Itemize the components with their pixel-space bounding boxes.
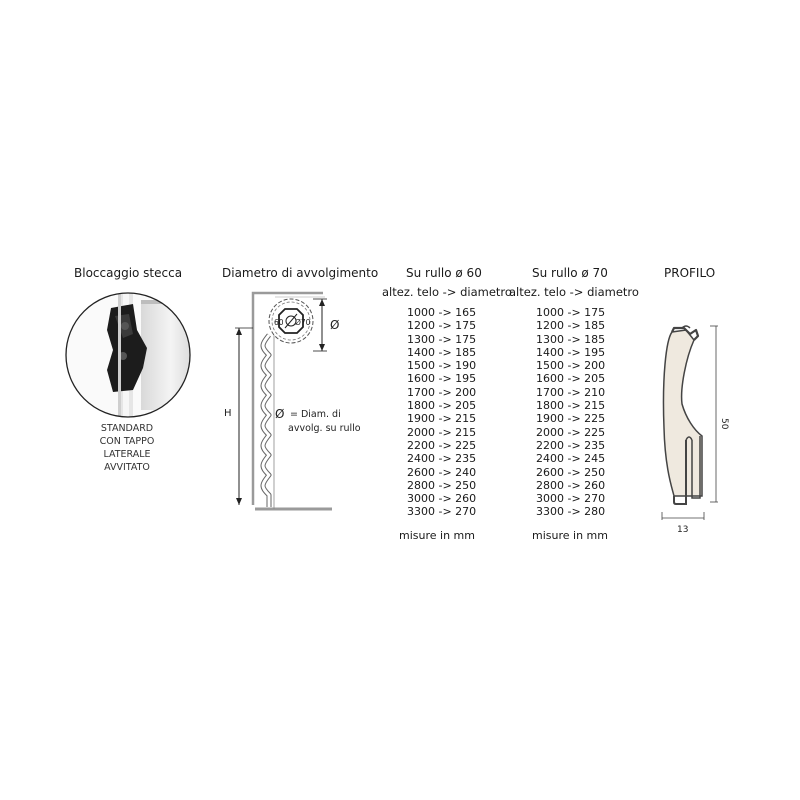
diameter-legend-symbol: Ø: [275, 407, 285, 421]
rullo60-subtitle: altez. telo -> diametro: [382, 285, 512, 299]
table-row: 1400 -> 185: [407, 345, 477, 359]
table-row: 2800 -> 260: [536, 478, 606, 492]
bloccaggio-title: Bloccaggio stecca: [74, 266, 183, 280]
table-row: 1300 -> 185: [536, 332, 606, 346]
table-row: 1200 -> 175: [407, 319, 477, 333]
table-row: 1500 -> 200: [536, 359, 606, 373]
table-row: 1700 -> 200: [407, 385, 477, 399]
table-row: 1400 -> 195: [536, 345, 606, 359]
table-row: 2000 -> 225: [536, 425, 606, 439]
table-row: 2600 -> 250: [536, 465, 606, 479]
table-row: 1500 -> 190: [407, 359, 477, 373]
caption-line: LATERALE: [103, 449, 151, 460]
table-row: 3300 -> 280: [536, 505, 606, 519]
table-row: 1600 -> 205: [536, 372, 606, 386]
table-row: 1300 -> 175: [407, 332, 477, 346]
diameter-symbol: Ø: [330, 318, 340, 332]
table-row: 1900 -> 215: [407, 412, 477, 426]
table-row: 1900 -> 225: [536, 412, 606, 426]
profile-shape: [663, 330, 702, 496]
rullo70-unit-note: misure in mm: [532, 529, 608, 542]
table-row: 2200 -> 225: [407, 438, 477, 452]
table-row: 2000 -> 215: [407, 425, 477, 439]
rullo60-table: [407, 306, 476, 519]
height-label: H: [224, 408, 232, 419]
profile-width-dim: 13: [677, 525, 689, 535]
table-row: 2600 -> 240: [407, 465, 477, 479]
table-row: 2800 -> 250: [407, 478, 477, 492]
table-row: 1700 -> 210: [536, 385, 606, 399]
shaft-label: 60: [274, 318, 284, 327]
caption-line: CON TAPPO: [99, 436, 155, 447]
diameter-legend-line1: = Diam. di: [290, 409, 341, 420]
table-row: 2200 -> 235: [536, 438, 606, 452]
rullo70-title: Su rullo ø 70: [532, 266, 608, 280]
bloccaggio-caption: [88, 422, 166, 474]
rullo70-table: [536, 306, 605, 519]
diameter-legend-line2: avvolg. su rullo: [288, 423, 361, 434]
table-row: 1800 -> 205: [407, 399, 477, 413]
table-row: 1000 -> 165: [407, 306, 477, 319]
rullo60-title: Su rullo ø 60: [406, 266, 482, 280]
profilo-title: PROFILO: [664, 266, 716, 280]
table-row: 3000 -> 260: [407, 492, 477, 506]
table-row: 1200 -> 185: [536, 319, 606, 333]
rullo70-subtitle: altez. telo -> diametro: [509, 285, 639, 299]
table-row: 1800 -> 215: [536, 399, 606, 413]
table-row: 1000 -> 175: [536, 306, 606, 319]
caption-line: STANDARD: [100, 423, 154, 434]
caption-line: AVVITATO: [104, 462, 150, 473]
table-row: 2400 -> 245: [536, 452, 606, 466]
slat-profile-drawing: [652, 318, 742, 538]
profile-height-dim: 50: [719, 418, 729, 430]
rullo60-unit-note: misure in mm: [399, 529, 475, 542]
table-row: 2400 -> 235: [407, 452, 477, 466]
diametro-title: Diametro di avvolgimento: [222, 266, 379, 280]
winding-diameter-diagram: [215, 283, 375, 518]
slat-lock-illustration: [63, 290, 193, 420]
table-row: 1600 -> 195: [407, 372, 477, 386]
table-row: 3000 -> 270: [536, 492, 606, 506]
shaft-label-2: Ø70: [295, 318, 311, 327]
table-row: 3300 -> 270: [407, 505, 477, 519]
